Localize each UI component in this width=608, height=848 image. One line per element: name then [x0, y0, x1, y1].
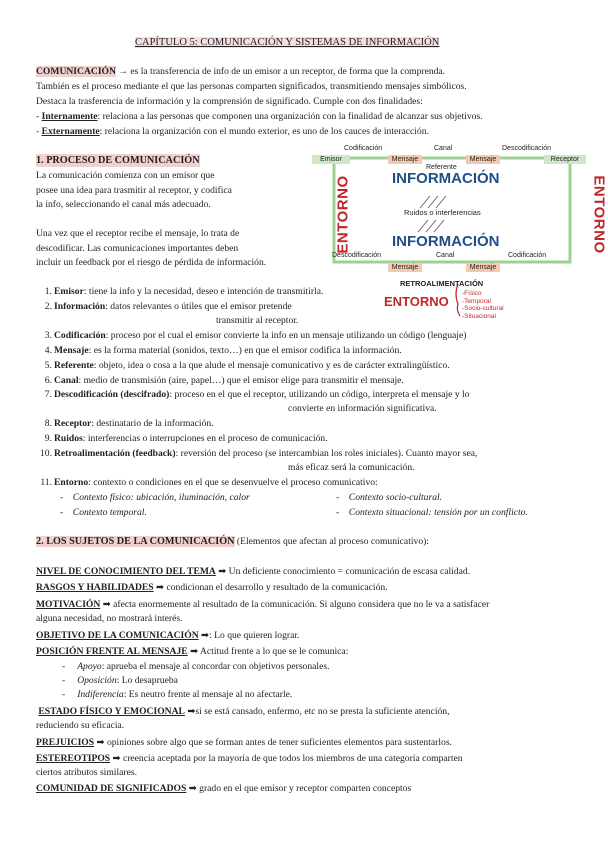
section1-p2-line: descodificar. Las comunicaciones importantes deben [36, 242, 239, 254]
section2-heading [36, 535, 429, 548]
entorno-label: ENTORNO [384, 294, 449, 309]
internamente-term: Internamente [41, 111, 98, 122]
intro-line-1 [36, 65, 445, 78]
ruidos-label: Ruidos o interferencias [404, 208, 481, 217]
intro-bullet-1: - Internamente: relaciona a las personas que componen una organización con la finalidad de alcanzar sus objetivos. [36, 111, 483, 122]
list-item: 2. Información: datos relevantes o útiles que el emisor pretende [44, 301, 292, 312]
internamente-text: : relaciona a las personas que componen una organización con la finalidad de alcanzar sus objetivos. [97, 111, 483, 122]
context-temporal-text: Contexto temporal. [72, 507, 147, 518]
posicion-sub: - Apoyo: aprueba el mensaje al concordar con objetivos personales. [62, 661, 330, 672]
posicion-sub: - Oposición: Lo desaprueba [62, 675, 178, 686]
list-item: 9. Ruidos: interferencias o interrupciones en el proceso de comunicación. [44, 433, 328, 444]
subject-item: OBJETIVO DE LA COMUNICACIÓN ➡: Lo que quieren lograr. [36, 630, 300, 641]
entorno-item: -Socio-cultural [462, 305, 504, 312]
informacion-bottom: INFORMACIÓN [392, 233, 500, 250]
entorno-item: -Temporal [462, 297, 491, 305]
section2-heading-title: 2. LOS SUJETOS DE LA COMUNICACIÓN [36, 536, 235, 547]
subject-item-cont: alguna necesidad, no mostrará interés. [36, 613, 183, 624]
context-socio [336, 491, 442, 504]
list-item: 11. Entorno: contexto o condiciones en el que se desenvuelve el proceso comunicativo: [40, 477, 378, 488]
entorno-left-label: ENTORNO [334, 175, 352, 254]
entorno-item: -Físico [462, 290, 482, 297]
context-dash: - [60, 492, 64, 503]
section1-p2-line: Una vez que el receptor recibe el mensaje, lo trata de [36, 228, 240, 239]
canal-bottom-label: Canal [436, 252, 455, 259]
canal-top-label: Canal [434, 145, 453, 152]
context-situacional [336, 506, 528, 519]
context-dash: - [336, 507, 340, 518]
list-item: 8. Receptor: destinatario de la información. [44, 418, 214, 429]
list-item: 10. Retroalimentación (feedback): reversión del proceso (se intercambian los roles iniciales). Cuanto mayor sea, [40, 448, 478, 459]
page-title: CAPÍTULO 5: COMUNICACIÓN Y SISTEMAS DE INFORMACIÓN [135, 37, 440, 48]
entorno-brace [456, 284, 460, 316]
subject-item: NIVEL DE CONOCIMIENTO DEL TEMA ➡ Un deficiente conocimiento = comunicación de escasa calidad. [36, 566, 471, 577]
subject-item: POSICIÓN FRENTE AL MENSAJE ➡ Actitud frente a lo que se le comunica: [36, 646, 349, 657]
context-situacional-text: Contexto situacional: tensión por un conflicto. [348, 507, 528, 518]
list-item-cont: convierte en información significativa. [288, 403, 437, 414]
descodificacion-bottom-label: Descodificación [332, 252, 382, 259]
emisor-box: Emisor [312, 155, 350, 164]
intro-line-3: Destaca la trasferencia de información y la comprensión de significado. Cumple con dos finalidades: [36, 96, 423, 107]
referente-label: Referente [426, 164, 457, 171]
subject-item: MOTIVACIÓN ➡ afecta enormemente al resultado de la comunicación. Si alguno considera que no le va a satisfacer [36, 599, 490, 610]
codificacion-top-label: Codificación [344, 145, 383, 152]
list-item: 4. Mensaje: es la forma material (sonidos, texto…) en que el emisor codifica la información. [44, 345, 402, 356]
list-item: 3. Codificación: proceso por el cual el emisor convierte la info en un mensaje utilizando un código (lenguaje) [44, 330, 467, 341]
comunicacion-term: COMUNICACIÓN [36, 66, 116, 77]
context-temporal [60, 506, 147, 519]
section1-p1 [36, 169, 232, 213]
subject-item: PREJUICIOS ➡ opiniones sobre algo que se forman antes de tener suficientes elementos para sustentarlos. [36, 737, 452, 748]
section1-p2 [36, 227, 266, 271]
entorno-right-label: ENTORNO [590, 175, 608, 254]
section1-p2-line: incluir un feedback por el riesgo de pérdida de información. [36, 257, 267, 268]
mensaje-box-bottom-right: Mensaje [466, 263, 500, 272]
codificacion-bottom-label: Codificación [508, 252, 547, 259]
list-item-cont: más eficaz será la comunicación. [288, 462, 415, 473]
context-dash: - [336, 492, 340, 503]
retroalimentacion-label: RETROALIMENTACIÓN [400, 279, 484, 288]
externamente-text: : relaciona la organización con el mundo exterior, es uno de los cauces de interacción. [99, 126, 429, 137]
context-socio-text: Contexto socio-cultural. [348, 492, 443, 503]
list-item: 5. Referente: objeto, idea o cosa a la que alude el mensaje comunicativo y es de carácter extralingüístico. [44, 360, 450, 371]
list-item: 6. Canal: medio de transmisión (aire, papel…) que el emisor elige para transmitir el mensaje. [44, 375, 404, 386]
section1-p1-line: La comunicación comienza con un emisor que [36, 170, 215, 181]
subject-item: ESTEREOTIPOS ➡ creencia aceptada por la mayoría de que todos los miembros de una categoría comparten [36, 753, 463, 764]
entorno-list [462, 290, 504, 320]
section1-p1-line: la info, seleccionando el canal más adecuado. [36, 199, 211, 210]
intro-line-2: También es el proceso mediante el que las personas comparten significados, transmitiendo mensajes simbólicos. [36, 81, 467, 92]
informacion-top: INFORMACIÓN [392, 170, 500, 187]
section1-p1-line: posee una idea para trasmitir al receptor, y codifica [36, 184, 232, 196]
context-dash: - [60, 507, 64, 518]
context-fisico [60, 491, 250, 504]
subject-item: COMUNIDAD DE SIGNIFICADOS ➡ grado en el que emisor y receptor comparten conceptos [36, 783, 412, 794]
section1-heading: 1. PROCESO DE COMUNICACIÓN [36, 155, 200, 166]
entorno-item: -Situacional [462, 312, 496, 320]
subject-item: ESTADO FÍSICO Y EMOCIONAL ➡si se está cansado, enfermo, etc no se presta la suficiente atención, [38, 706, 450, 717]
posicion-sub: - Indiferencia: Es neutro frente al mensaje al no afectarle. [62, 689, 293, 700]
list-item: 7. Descodificación (descifrado): proceso en el que el receptor, utilizando un código, interpreta el mensaje y lo [44, 389, 470, 400]
mensaje-box-top-left: Mensaje [388, 155, 422, 164]
list-item-cont: transmitir al receptor. [216, 315, 299, 326]
section2-heading-rest: (Elementos que afectan al proceso comunicativo): [234, 536, 429, 547]
externamente-term: Externamente [41, 126, 100, 137]
mensaje-box-bottom-left: Mensaje [388, 263, 422, 272]
communication-diagram [312, 144, 608, 324]
subject-item-cont: reduciendo su eficacia. [36, 720, 125, 731]
receptor-box: Receptor [544, 155, 586, 164]
subject-item: RASGOS Y HABILIDADES ➡ condicionan el desarrollo y resultado de la comunicación. [36, 582, 388, 593]
list-item: 1. Emisor: tiene la info y la necesidad, deseo e intención de transmitirla. [44, 286, 324, 297]
mensaje-box-top-right: Mensaje [466, 155, 500, 164]
intro-def1: → es la transferencia de info de un emisor a un receptor, de forma que la comprenda. [115, 66, 446, 77]
intro-bullet-2: - Externamente: relaciona la organización con el mundo exterior, es uno de los cauces de interacción. [36, 126, 429, 137]
descodificacion-top-label: Descodificación [502, 145, 552, 152]
context-fisico-text: Contexto físico: ubicación, iluminación, calor [72, 492, 250, 503]
subject-item-cont: ciertos atributos similares. [36, 767, 137, 778]
